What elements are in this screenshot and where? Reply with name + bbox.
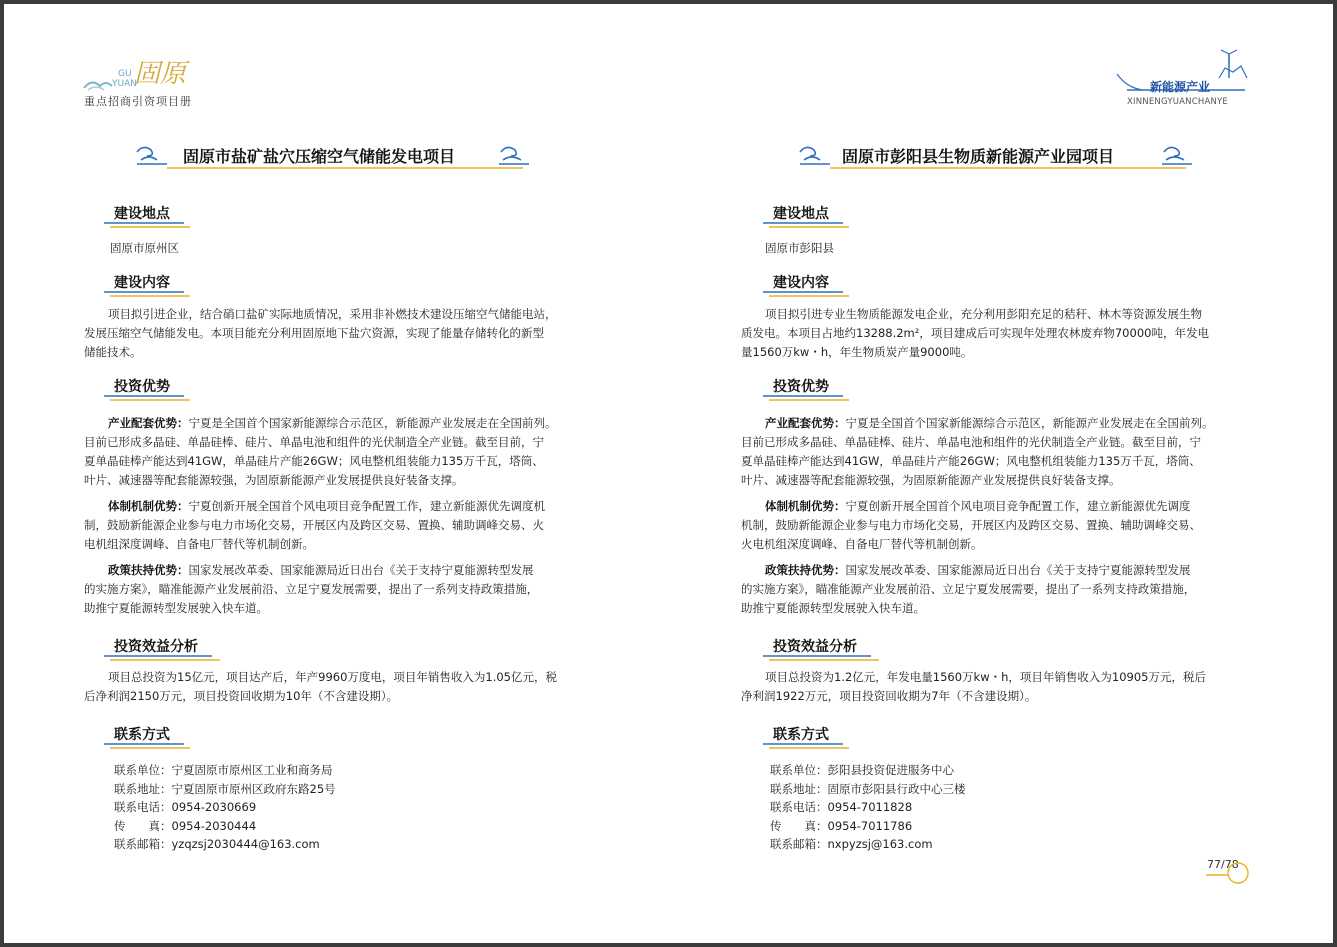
left-policy-advantage: 政策扶持优势：国家发展改革委、国家能源局近日出台《关于支持宁夏能源转型发展 的实施方案》，瞄准能源产业发展前沿、立足宁夏发展需要，提出了一系列支持政策措施， 助推宁夏能源转型发展驶入快车道。 xyxy=(84,563,539,615)
right-contact-address: 联系地址：固原市彭阳县行政中心三楼 xyxy=(770,782,966,796)
right-content-paragraph: 项目拟引进专业生物质能源发电企业，充分利用彭阳充足的秸秆、林木等资源发展生物 质发电。本项目占地约13288.2m²，项目建成后可实现年处理农林废弃物70000吨，年发电 量1560万kw・h，年生物质炭产量9000吨。 xyxy=(741,307,1209,359)
right-title-banner xyxy=(796,142,1196,170)
right-contact-heading: 联系方式 xyxy=(773,727,829,743)
left-benefit-paragraph: 项目总投资为15亿元，项目达产后，年产9960万度电，项目年销售收入为1.05亿元，税 后净利润2150万元，项目投资回收期为10年（不含建设期）。 xyxy=(84,670,558,703)
left-location-heading: 建设地点 xyxy=(114,206,170,222)
left-location-text: 固原市原州区 xyxy=(110,241,179,255)
brand-subtitle: 重点招商引资项目册 xyxy=(84,95,192,108)
svg-text:YUAN: YUAN xyxy=(112,79,137,89)
right-system-advantage: 体制机制优势：宁夏创新开展全国首个风电项目竞争配置工作，建立新能源优先调度 机制，鼓励新能源企业参与电力市场化交易，开展区内及跨区交易、置换、辅助调峰交易、 火电机组深度调峰、自备电厂替代等机制创新。 xyxy=(741,499,1201,551)
right-location-text: 固原市彭阳县 xyxy=(765,241,834,255)
left-contact-fax: 传 真：0954-2030444 xyxy=(114,819,257,833)
right-benefit-heading: 投资效益分析 xyxy=(773,639,857,655)
left-content-heading: 建设内容 xyxy=(114,275,170,291)
industry-label: 新能源产业 xyxy=(1150,80,1211,94)
left-industry-advantage: 产业配套优势：宁夏是全国首个国家新能源综合示范区，新能源产业发展走在全国前列。 目前已形成多晶硅、单晶硅棒、硅片、单晶电池和组件的光伏制造全产业链。截至目前，宁 夏单晶硅棒产能达到41GW，单晶硅片产能26GW；风电整机组装能力135万千瓦，塔筒、 叶片、减速器等配套能源较强，为固原新能源产业发展提供良好装备支撑。 xyxy=(84,416,557,487)
right-benefit-paragraph: 项目总投资为1.2亿元，年发电量1560万kw・h，项目年销售收入为10905万元，税后 净利润1922万元，项目投资回收期为7年（不含建设期）。 xyxy=(741,670,1206,703)
left-contact-phone: 联系电话：0954-2030669 xyxy=(114,800,257,814)
right-advantage-heading: 投资优势 xyxy=(773,379,829,395)
right-policy-advantage: 政策扶持优势：国家发展改革委、国家能源局近日出台《关于支持宁夏能源转型发展 的实施方案》，瞄准能源产业发展前沿、立足宁夏发展需要，提出了一系列支持政策措施， 助推宁夏能源转型发展驶入快车道。 xyxy=(741,563,1196,615)
page-number-decoration xyxy=(1204,861,1250,885)
industry-pinyin: XINNENGYUANCHANYE xyxy=(1127,97,1228,107)
left-title-banner xyxy=(133,142,533,170)
left-advantage-heading: 投资优势 xyxy=(114,379,170,395)
right-page-title: 固原市彭阳县生物质新能源产业园项目 xyxy=(842,147,1115,166)
page-number: 77/78 xyxy=(1207,858,1239,871)
left-page-title: 固原市盐矿盐穴压缩空气储能发电项目 xyxy=(183,147,456,166)
left-contact-address: 联系地址：宁夏固原市原州区政府东路25号 xyxy=(114,782,336,796)
right-contact-unit: 联系单位：彭阳县投资促进服务中心 xyxy=(770,763,954,777)
svg-text:固原: 固原 xyxy=(134,59,187,89)
right-content-heading: 建设内容 xyxy=(773,275,829,291)
right-contact-email[interactable]: 联系邮箱：nxpyzsj@163.com xyxy=(770,837,933,851)
left-contact-unit: 联系单位：宁夏固原市原州区工业和商务局 xyxy=(114,763,333,777)
right-contact-phone: 联系电话：0954-7011828 xyxy=(770,800,913,814)
left-contact-heading: 联系方式 xyxy=(114,727,170,743)
right-location-heading: 建设地点 xyxy=(773,206,829,222)
right-contact-fax: 传 真：0954-7011786 xyxy=(770,819,913,833)
left-benefit-heading: 投资效益分析 xyxy=(114,639,198,655)
left-system-advantage: 体制机制优势：宁夏创新开展全国首个风电项目竞争配置工作，建立新能源优先调度机 制，鼓励新能源企业参与电力市场化交易，开展区内及跨区交易、置换、辅助调峰交易、火 电机组深度调峰、自备电厂替代等机制创新。 xyxy=(84,499,545,551)
left-content-paragraph: 项目拟引进企业，结合硝口盐矿实际地质情况，采用非补燃技术建设压缩空气储能电站， 发展压缩空气储能发电。本项目能充分利用固原地下盐穴资源，实现了能量存储转化的新型 储能技术。 xyxy=(84,307,557,359)
svg-text:GU: GU xyxy=(118,69,132,79)
left-contact-email[interactable]: 联系邮箱：yzqzsj2030444@163.com xyxy=(114,837,320,851)
right-industry-advantage: 产业配套优势：宁夏是全国首个国家新能源综合示范区，新能源产业发展走在全国前列。 目前已形成多晶硅、单晶硅棒、硅片、单晶电池和组件的光伏制造全产业链。截至目前，宁 夏单晶硅棒产能达到41GW，单晶硅片产能26GW；风电整机组装能力135万千瓦，塔筒、 叶片、减速器等配套能源较强，为固原新能源产业发展提供良好装备支撑。 xyxy=(741,416,1214,487)
